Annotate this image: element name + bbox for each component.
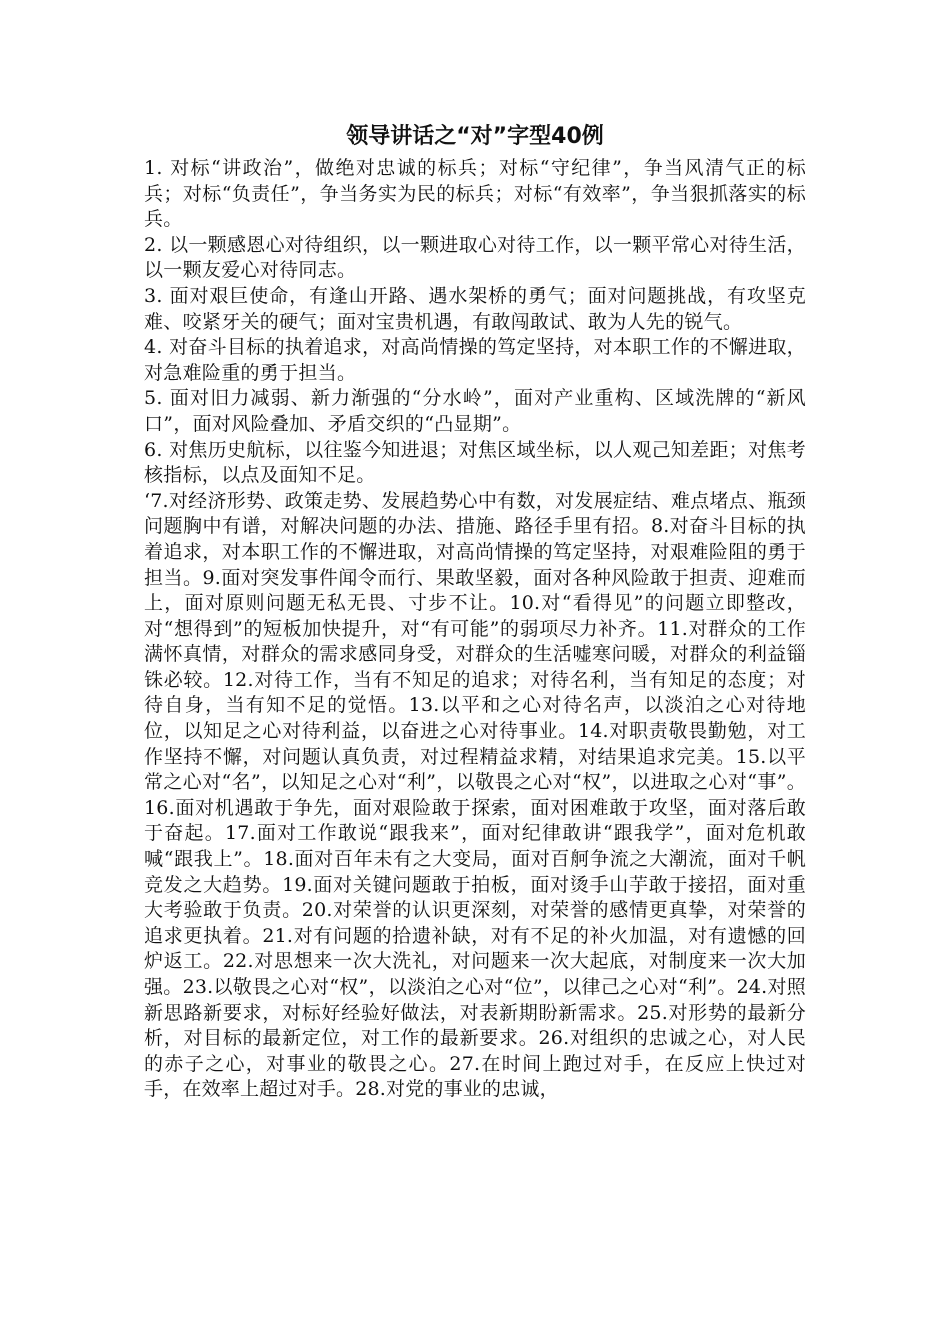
paragraph-3: 3. 面对艰巨使命，有逢山开路、遇水架桥的勇气；面对问题挑战，有攻坚克难、咬紧牙关的硬气；面对宝贵机遇，有敢闯敢试、敢为人先的锐气。 xyxy=(144,284,806,333)
paragraph-6: 6. 对焦历史航标，以往鉴今知进退；对焦区域坐标，以人观己知差距；对焦考核指标，以点及面知不足。 xyxy=(144,438,806,487)
paragraph-7-to-28: ‘7.对经济形势、政策走势、发展趋势心中有数，对发展症结、难点堵点、瓶颈问题胸中有谱，对解决问题的办法、措施、路径手里有招。8.对奋斗目标的执着追求，对本职工作的不懈进取，对高尚情操的笃定坚持，对艰难险阻的勇于担当。9.面对突发事件闻令而行、果敢坚毅，面对各种风险敢于担责、迎难而上，面对原则问题无私无畏、寸步不让。10.对“看得见”的问题立即整改，对“想得到”的短板加快提升，对“有可能”的弱项尽力补齐。11.对群众的工作满怀真情，对群众的需求感同身受，对群众的生活嘘寒问暖，对群众的利益锱铢必较。12.对待工作，当有不知足的追求；对待名利，当有知足的态度；对待自身，当有知不足的觉悟。13.以平和之心对待名声，以淡泊之心对待地位，以知足之心对待利益，以奋进之心对待事业。14.对职责敬畏勤勉，对工作坚持不懈，对问题认真负责，对过程精益求精，对结果追求完美。15.以平常之心对“名”，以知足之心对“利”，以敬畏之心对“权”，以进取之心对“事”。16.面对机遇敢于争先，面对艰险敢于探索，面对困难敢于攻坚，面对落后敢于奋起。17.面对工作敢说“跟我来”，面对纪律敢讲“跟我学”，面对危机敢喊“跟我上”。18.面对百年未有之大变局，面对百舸争流之大潮流，面对千帆竞发之大趋势。19.面对关键问题敢于拍板，面对烫手山芋敢于接招，面对重大考验敢于负责。20.对荣誉的认识更深刻，对荣誉的感情更真挚，对荣誉的追求更执着。21.对有问题的拾遗补缺，对有不足的补火加温，对有遗憾的回炉返工。22.对思想来一次大洗礼，对问题来一次大起底，对制度来一次大加强。23.以敬畏之心对“权”，以淡泊之心对“位”，以律己之心对“利”。24.对照新思路新要求，对标好经验好做法，对表新期盼新需求。25.对形势的最新分析，对目标的最新定位，对工作的最新要求。26.对组织的忠诚之心，对人民的赤子之心，对事业的敬畏之心。27.在时间上跑过对手，在反应上快过对手，在效率上超过对手。28.对党的事业的忠诚， xyxy=(144,489,806,1101)
paragraph-2: 2. 以一颗感恩心对待组织，以一颗进取心对待工作，以一颗平常心对待生活，以一颗友爱心对待同志。 xyxy=(144,233,806,282)
paragraph-4: 4. 对奋斗目标的执着追求，对高尚情操的笃定坚持，对本职工作的不懈进取，对急难险重的勇于担当。 xyxy=(144,336,806,384)
paragraph-5: 5. 面对旧力减弱、新力渐强的“分水岭”，面对产业重构、区域洗牌的“新风口”，面对风险叠加、矛盾交织的“凸显期”。 xyxy=(144,387,806,435)
document-body xyxy=(144,118,806,1103)
paragraph-1: 1. 对标“讲政治”，做绝对忠诚的标兵；对标“守纪律”，争当风清气正的标兵；对标“负责任”，争当务实为民的标兵；对标“有效率”，争当狠抓落实的标兵。 xyxy=(144,157,806,231)
document-title: 领导讲话之“对”字型40例 xyxy=(346,124,604,149)
